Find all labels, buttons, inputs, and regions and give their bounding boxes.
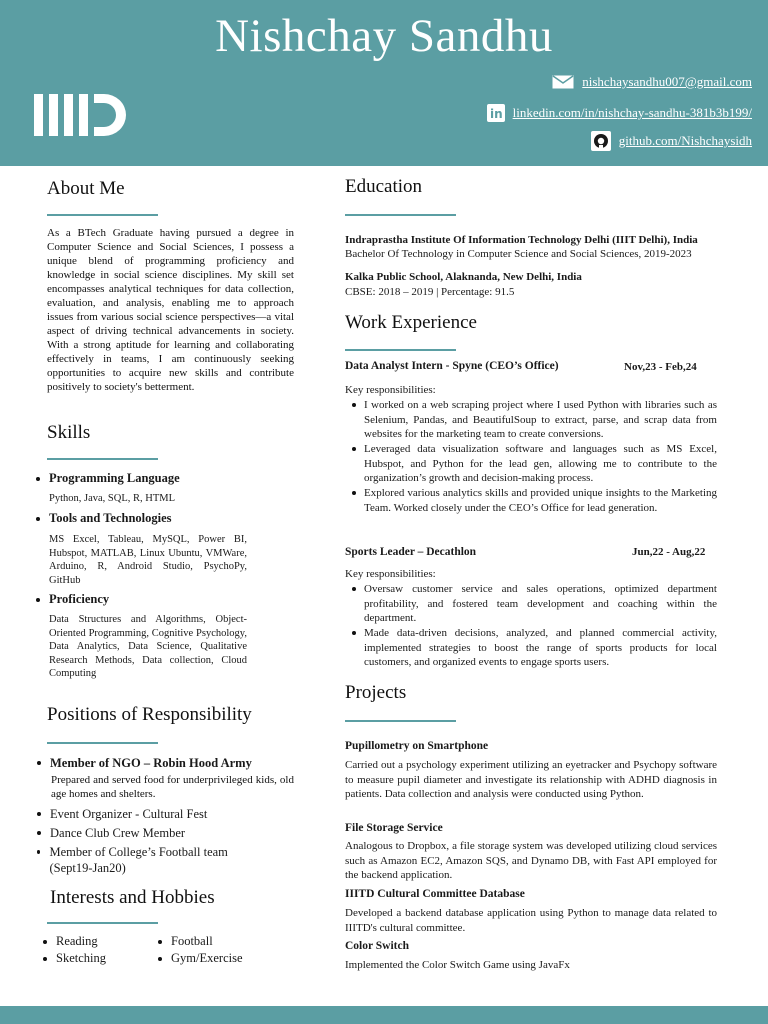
project-title-color-switch: Color Switch <box>345 940 409 952</box>
skills-divider <box>47 458 158 460</box>
bullet-icon <box>352 631 356 635</box>
github-link[interactable]: github.com/Nishchaysidh <box>618 133 752 148</box>
hobbies-title: Interests and Hobbies <box>50 887 215 908</box>
skill-body-proficiency: Data Structures and Algorithms, Object-Oriented Programming, Cognitive Psychology, Data Analytics, Data Science, Qualitative Research Methods, Data collection, Cloud Computing <box>49 614 247 679</box>
project-title-file-storage: File Storage Service <box>345 822 443 834</box>
job-title-spyne: Data Analyst Intern - Spyne (CEO’s Office) <box>345 360 559 372</box>
work-divider <box>345 349 456 351</box>
job-bullet: Oversaw customer service and sales operations, optimized department profitability, and fostered team development and coaching within the department. <box>352 582 717 626</box>
bullet-icon <box>352 587 356 591</box>
education-divider <box>345 214 456 216</box>
bullet-icon <box>37 761 41 765</box>
job-bullet: Made data-driven decisions, analyzed, and planned commercial activity, implemented strategies to boost the range of sports products for local customers, and organized events to engage sports users. <box>352 626 717 670</box>
bullet-icon <box>352 403 356 407</box>
hobby-item: Football <box>158 934 213 949</box>
job-title-decathlon: Sports Leader – Decathlon <box>345 546 477 558</box>
skill-body-programming: Python, Java, SQL, R, HTML <box>49 493 175 504</box>
bullet-icon <box>36 517 40 521</box>
job-bullet: Leveraged data visualization software and languages such as MS Excel, Hubspot, and Python for the lead gen, allowing me to contribute to the organization’s growth and decision-making process. <box>352 442 717 486</box>
position-event-organizer: Event Organizer - Cultural Fest <box>37 806 267 822</box>
job-dates-decathlon: Jun,22 - Aug,22 <box>632 546 706 558</box>
projects-title: Projects <box>345 682 407 703</box>
email-contact <box>552 74 752 90</box>
education-school-kalka: Kalka Public School, Alaknanda, New Delhi, India <box>345 271 582 283</box>
github-icon <box>591 131 611 151</box>
linkedin-link[interactable]: linkedin.com/in/nishchay-sandhu-381b3b199/ <box>512 105 752 120</box>
projects-divider <box>345 720 456 722</box>
positions-divider <box>47 742 158 744</box>
bullet-icon <box>352 447 356 451</box>
position-ngo-detail: Prepared and served food for underprivileged kids, old age homes and shelters. <box>51 774 294 800</box>
job-dates-spyne: Nov,23 - Feb,24 <box>624 361 697 373</box>
job-bullet: Explored various analytics skills and provided unique insights to the Marketing Team. Worked closely under the CEO’s Office for lead generation. <box>352 486 717 515</box>
bullet-icon <box>352 491 356 495</box>
bullet-icon <box>37 850 40 854</box>
svg-text:in: in <box>489 107 503 121</box>
position-football: Member of College’s Football team (Sept19-Jan20) <box>37 844 273 876</box>
project-desc-cultural-db: Developed a backend database application using Python to manage data related to IIITD's cultural committee. <box>345 907 717 934</box>
about-title: About Me <box>47 178 125 199</box>
about-divider <box>47 214 158 216</box>
education-detail-iiitd: Bachelor Of Technology in Computer Science and Social Sciences, 2019-2023 <box>345 248 692 260</box>
bullet-icon <box>37 812 41 816</box>
bullet-icon <box>43 940 47 944</box>
hobby-item: Sketching <box>43 951 106 966</box>
bullet-icon <box>158 940 162 944</box>
bullet-icon <box>36 598 40 602</box>
bullet-icon <box>37 831 41 835</box>
job-bullet: I worked on a web scraping project where I used Python with libraries such as Selenium, Pandas, and BeautifulSoup to extract, parse, and scrap data from websites for the marketing team to create conversions. <box>352 398 717 442</box>
education-school-iiitd: Indraprastha Institute Of Information Technology Delhi (IIIT Delhi), India <box>345 234 698 246</box>
mail-icon <box>552 75 574 89</box>
position-ngo: Member of NGO – Robin Hood Army <box>37 755 267 771</box>
job-kr-label: Key responsibilities: <box>345 568 436 580</box>
footer-bar <box>0 1006 768 1024</box>
github-contact <box>591 131 752 151</box>
position-dance-club: Dance Club Crew Member <box>37 825 267 841</box>
hobbies-divider <box>47 922 158 924</box>
skill-heading-proficiency: Proficiency <box>36 592 109 607</box>
project-desc-file-storage: Analogous to Dropbox, a file storage system was developed utilizing cloud services such as Amazon EC2, Amazon SQS, and Dynamo DB, with Fast API employed for the backend application. <box>345 840 717 881</box>
email-link[interactable]: nishchaysandhu007@gmail.com <box>582 74 752 89</box>
project-desc-color-switch: Implemented the Color Switch Game using JavaFx <box>345 959 570 971</box>
project-desc-pupillometry: Carried out a psychology experiment utilizing an eyetracker and Psychopy software to measure pupil diameter and investigate its relationship with ADHD diagnosis in patients. Data collection and analysis were conducted using Python. <box>345 759 717 800</box>
skill-heading-tools: Tools and Technologies <box>36 511 172 526</box>
bullet-icon <box>158 957 162 961</box>
bullet-icon <box>36 477 40 481</box>
header-banner <box>0 0 768 166</box>
about-text: As a BTech Graduate having pursued a degree in Computer Science and Social Sciences, I possess a unique blend of programming proficiency and knowledge in social science disciplines. My skill set encompasses analytical techniques for data collection, evaluation, and analysis, enabling me to approach issues from various social science perspectives—a vital aspect of driving technical advancements in society. With a strong aptitude for learning and collaborating effectively in teams, I am continuously seeking opportunities to acquire new skills and contribute positively to society's betterment. <box>47 227 294 393</box>
project-title-cultural-db: IIITD Cultural Committee Database <box>345 888 525 900</box>
skill-heading-programming: Programming Language <box>36 471 180 486</box>
skills-title: Skills <box>47 422 91 443</box>
hobby-item: Reading <box>43 934 98 949</box>
linkedin-contact <box>487 104 752 122</box>
project-title-pupillometry: Pupillometry on Smartphone <box>345 740 489 752</box>
bullet-icon <box>43 957 47 961</box>
job-kr-label: Key responsibilities: <box>345 384 436 396</box>
iiitd-logo-icon <box>34 94 126 136</box>
work-title: Work Experience <box>345 312 477 333</box>
education-detail-kalka: CBSE: 2018 – 2019 | Percentage: 91.5 <box>345 286 515 298</box>
linkedin-icon <box>487 104 505 122</box>
positions-title: Positions of Responsibility <box>47 704 252 725</box>
skill-body-tools: MS Excel, Tableau, MySQL, Power BI, Hubspot, MATLAB, Linux Ubuntu, VMWare, Arduino, R, Android Studio, PsychoPy, GitHub <box>49 534 247 586</box>
hobby-item: Gym/Exercise <box>158 951 243 966</box>
education-title: Education <box>345 176 423 197</box>
candidate-name: Nishchay Sandhu <box>215 10 553 62</box>
